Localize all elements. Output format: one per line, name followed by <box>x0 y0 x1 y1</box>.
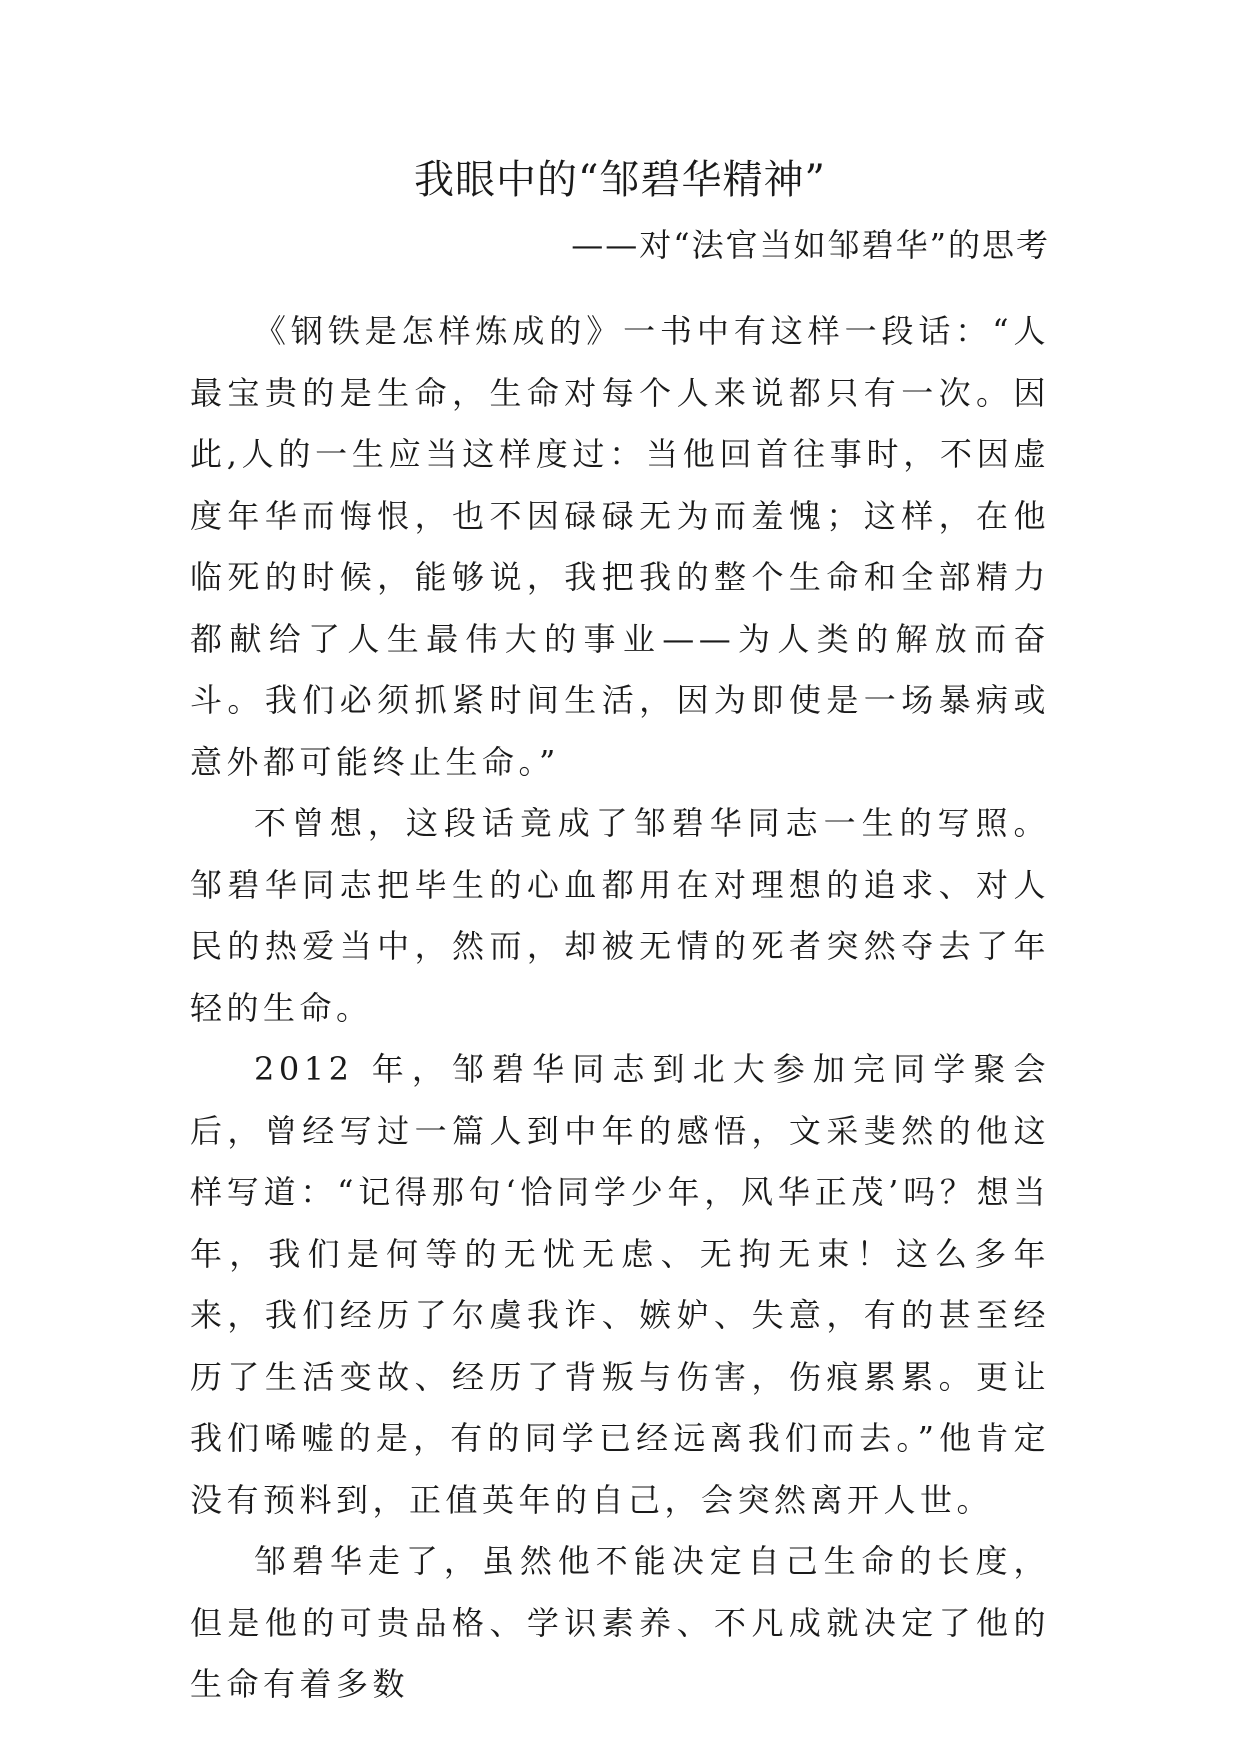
page-subtitle: ——对“法官当如邹碧华”的思考 <box>571 226 1050 264</box>
paragraph: 邹碧华走了，虽然他不能决定自己生命的长度，但是他的可贵品格、学识素养、不凡成就决定了他的生命有着多数 <box>190 1542 1050 1703</box>
paragraph: 《钢铁是怎样炼成的》一书中有这样一段话：“人最宝贵的是生命，生命对每个人来说都只有一次。因此,人的一生应当这样度过：当他回首往事时，不因虚度年华而悔恨，也不因碌碌无为而羞愧；这样，在他临死的时候，能够说，我把我的整个生命和全部精力都献给了人生最伟大的事业——为人类的解放而奋斗。我们必须抓紧时间生活，因为即使是一场暴病或意外都可能终止生命。” <box>190 312 1050 781</box>
page-title: 我眼中的“邹碧华精神” <box>414 157 826 203</box>
article-body <box>190 301 1050 1716</box>
paragraph: 2012 年，邹碧华同志到北大参加完同学聚会后，曾经写过一篇人到中年的感悟，文采斐然的他这样写道：“记得那句‘恰同学少年，风华正茂’吗？想当年，我们是何等的无忧无虑、无拘无束！这么多年来，我们经历了尔虞我诈、嫉妒、失意，有的甚至经历了生活变故、经历了背叛与伤害，伤痕累累。更让我们唏嘘的是，有的同学已经远离我们而去。”他肯定没有预料到，正值英年的自己，会突然离开人世。 <box>190 1050 1050 1519</box>
paragraph: 不曾想，这段话竟成了邹碧华同志一生的写照。邹碧华同志把毕生的心血都用在对理想的追求、对人民的热爱当中，然而，却被无情的死者突然夺去了年轻的生命。 <box>190 804 1050 1027</box>
